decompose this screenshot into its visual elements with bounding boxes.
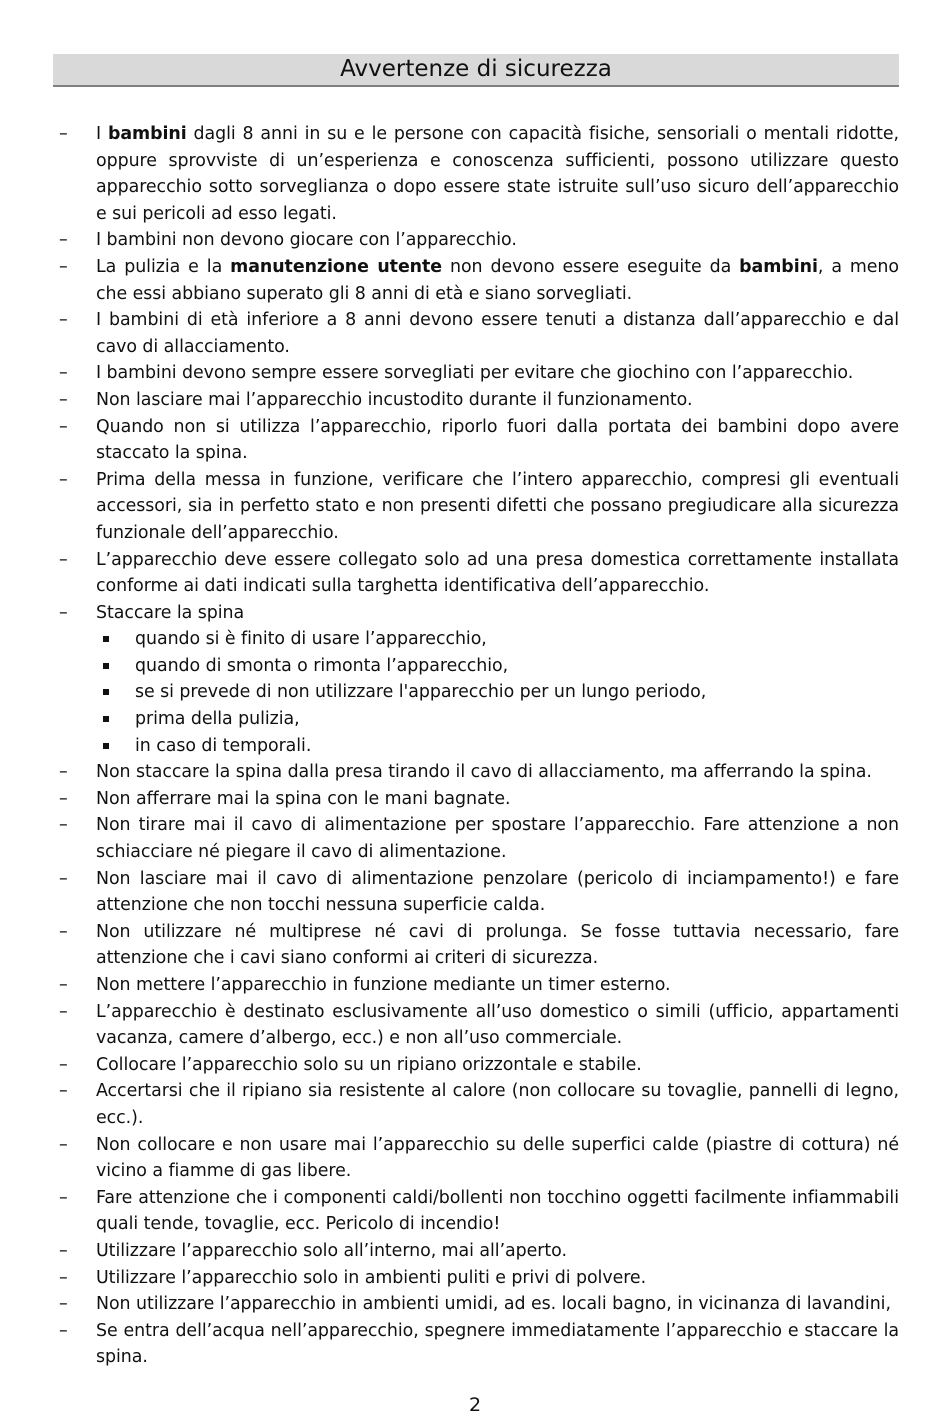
dash-bullet: – xyxy=(59,1240,68,1261)
list-item xyxy=(53,1052,899,1079)
list-item xyxy=(53,254,899,307)
item-bold-text: manutenzione utente xyxy=(230,256,443,277)
sub-item-text: quando di smonta o rimonta l’apparecchio, xyxy=(135,655,509,676)
dash-bullet: – xyxy=(59,1267,68,1288)
item-text: I bambini non devono giocare con l’apparecchio. xyxy=(96,230,517,251)
item-text: non devono essere eseguite da xyxy=(442,256,740,277)
dash-bullet: – xyxy=(59,1134,68,1155)
list-item xyxy=(53,866,899,919)
sub-list xyxy=(96,626,899,759)
dash-bullet: – xyxy=(59,549,68,570)
dash-bullet: – xyxy=(59,389,68,410)
item-text: Non staccare la spina dalla presa tirando il cavo di allacciamento, ma afferrando la spina. xyxy=(96,762,872,783)
sub-list-item xyxy=(96,733,899,760)
list-item xyxy=(53,1265,899,1292)
item-text: Non lasciare mai l’apparecchio incustodito durante il funzionamento. xyxy=(96,389,693,410)
list-item xyxy=(53,1318,899,1371)
dash-bullet: – xyxy=(59,602,68,623)
list-item xyxy=(53,1132,899,1185)
list-item xyxy=(53,999,899,1052)
list-item xyxy=(53,414,899,467)
square-bullet xyxy=(103,716,109,722)
dash-bullet: – xyxy=(59,815,68,836)
sub-list-item xyxy=(96,679,899,706)
item-bold-text: bambini xyxy=(107,124,187,144)
item-text: I xyxy=(96,124,108,144)
dash-bullet: – xyxy=(59,416,68,437)
item-text: Fare attenzione che i componenti caldi/bollenti non tocchino oggetti facilmente infiammabili quali tende, tovaglie, ecc. Pericolo di incendio! xyxy=(96,1187,899,1235)
dash-bullet: – xyxy=(59,1320,68,1341)
item-text: Quando non si utilizza l’apparecchio, riporlo fuori dalla portata dei bambini dopo avere staccato la spina. xyxy=(96,416,899,464)
sub-list-item xyxy=(96,626,899,653)
dash-bullet: – xyxy=(59,256,68,277)
warning-list xyxy=(53,121,899,1371)
list-item xyxy=(53,1291,899,1318)
item-text: Collocare l’apparecchio solo su un ripiano orizzontale e stabile. xyxy=(96,1054,642,1075)
list-item xyxy=(53,812,899,865)
square-bullet xyxy=(103,743,109,749)
dash-bullet: – xyxy=(59,1294,68,1315)
dash-bullet: – xyxy=(59,788,68,809)
list-item xyxy=(53,360,899,387)
list-item xyxy=(53,227,899,254)
section-title: Avvertenze di sicurezza xyxy=(53,54,899,87)
list-item xyxy=(53,467,899,547)
dash-bullet: – xyxy=(59,1081,68,1102)
list-item xyxy=(53,547,899,600)
safety-warnings-section xyxy=(53,121,899,1371)
item-text: Non lasciare mai il cavo di alimentazione penzolare (pericolo di inciampamento!) e fare attenzione che non tocchi nessuna superficie calda. xyxy=(96,868,899,916)
item-text: L’apparecchio è destinato esclusivamente all’uso domestico o simili (ufficio, appartamenti vacanza, camere d’albergo, ecc.) e non all’uso commerciale. xyxy=(96,1001,899,1049)
list-item xyxy=(53,1238,899,1265)
sub-item-text: prima della pulizia, xyxy=(135,709,300,730)
sub-item-text: in caso di temporali. xyxy=(135,735,312,756)
item-text: Non tirare mai il cavo di alimentazione per spostare l’apparecchio. Fare attenzione a non schiacciare né piegare il cavo di alimentazione. xyxy=(96,815,899,863)
dash-bullet: – xyxy=(59,975,68,995)
dash-bullet: – xyxy=(59,1001,68,1022)
item-text: Non utilizzare né multiprese né cavi di prolunga. Se fosse tuttavia necessario, fare attenzione che i cavi siano conformi ai criteri di sicurezza. xyxy=(96,921,899,969)
item-text: Utilizzare l’apparecchio solo in ambienti puliti e privi di polvere. xyxy=(96,1267,647,1288)
list-item xyxy=(53,759,899,786)
item-text: Non collocare e non usare mai l’apparecchio su delle superfici calde (piastre di cottura) né vicino a fiamme di gas libere. xyxy=(96,1134,899,1182)
item-text: La pulizia e la xyxy=(96,256,231,277)
item-text: Staccare la spina xyxy=(96,602,245,623)
sub-item-text: quando si è finito di usare l’apparecchio, xyxy=(135,629,487,650)
list-item xyxy=(53,972,899,999)
sub-list-item xyxy=(96,706,899,733)
dash-bullet: – xyxy=(59,363,68,384)
list-item xyxy=(53,786,899,813)
list-item xyxy=(53,1185,899,1238)
sub-item-text: se si prevede di non utilizzare l'apparecchio per un lungo periodo, xyxy=(135,682,707,703)
item-text: Accertarsi che il ripiano sia resistente al calore (non collocare su tovaglie, pannelli di legno, ecc.). xyxy=(96,1081,899,1128)
item-text: Non afferrare mai la spina con le mani bagnate. xyxy=(96,788,511,809)
dash-bullet: – xyxy=(59,1054,68,1075)
dash-bullet: – xyxy=(59,310,68,331)
item-text: Non utilizzare l’apparecchio in ambienti umidi, ad es. locali bagno, in vicinanza di lavandini, xyxy=(96,1294,891,1315)
item-text: Se entra dell’acqua nell’apparecchio, spegnere immediatamente l’apparecchio e staccare la spina. xyxy=(96,1320,899,1368)
square-bullet xyxy=(103,663,109,669)
dash-bullet: – xyxy=(59,1187,68,1208)
square-bullet xyxy=(103,689,109,695)
dash-bullet: – xyxy=(59,868,68,889)
square-bullet xyxy=(103,636,109,642)
dash-bullet: – xyxy=(59,230,68,251)
item-text: , a meno che essi abbiano superato gli 8 anni di età e siano sorvegliati. xyxy=(96,256,899,304)
item-text: Non mettere l’apparecchio in funzione mediante un timer esterno. xyxy=(96,975,671,995)
sub-list-item xyxy=(96,653,899,680)
item-text: Prima della messa in funzione, verificare che l’intero apparecchio, compresi gli eventuali accessori, sia in perfetto stato e non presenti difetti che possano pregiudicare alla sicurezza funzionale dell’apparecchio. xyxy=(96,469,899,543)
item-text: I bambini di età inferiore a 8 anni devono essere tenuti a distanza dall’apparecchio e dal cavo di allacciamento. xyxy=(96,310,899,357)
list-item xyxy=(53,121,899,227)
list-item xyxy=(53,1078,899,1131)
list-item xyxy=(53,919,899,972)
page-number: 2 xyxy=(468,1394,482,1416)
item-text: dagli 8 anni in su e le persone con capacità fisiche, sensoriali o mentali ridotte, oppure sprovviste di un’esperienza e conoscenza sufficienti, possono utilizzare questo apparecchio sotto sorveglianza o dopo essere state istruite sull’uso sicuro dell’apparecchio e sui pericoli ad esso legati. xyxy=(96,124,900,224)
dash-bullet: – xyxy=(59,469,68,490)
item-text: I bambini devono sempre essere sorvegliati per evitare che giochino con l’apparecchio. xyxy=(96,363,854,384)
item-text: Utilizzare l’apparecchio solo all’interno, mai all’aperto. xyxy=(96,1240,567,1261)
item-text: L’apparecchio deve essere collegato solo ad una presa domestica correttamente installata conforme ai dati indicati sulla targhetta identificativa dell’apparecchio. xyxy=(96,549,899,597)
list-item xyxy=(53,387,899,414)
dash-bullet: – xyxy=(59,762,68,783)
dash-bullet: – xyxy=(59,124,68,144)
dash-bullet: – xyxy=(59,921,68,942)
list-item xyxy=(53,600,899,760)
item-bold-text: bambini xyxy=(739,256,818,277)
list-item xyxy=(53,307,899,360)
